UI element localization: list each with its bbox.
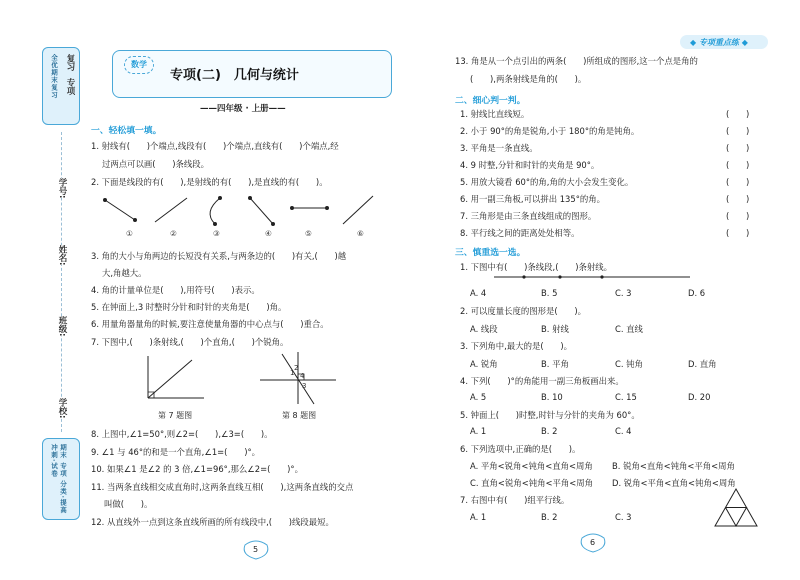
figure-7-caption: 第 7 题图 [158,411,193,420]
choice-2-option-a[interactable]: A. 线段 [470,324,498,334]
judge-7: 7. 三角形是由三条直线组成的图形。 [460,211,597,221]
badge-label: 专项重点练 [698,38,739,47]
choice-5-option-c[interactable]: C. 4 [615,426,632,436]
strip-top-line2: 专项 [65,78,75,95]
question-13-line-a: 13. 角是从一个点引出的两条( )所组成的图形,这一个点是角的 [455,56,698,66]
judge-5: 5. 用放大镜看 60°的角,角的大小会发生变化。 [460,177,634,187]
page-number-right: 6 [590,538,596,547]
section-fill-in: 一、轻松填一填。 [91,126,162,136]
choice-7-option-b[interactable]: B. 2 [541,512,558,522]
choice-2-option-b[interactable]: B. 射线 [541,324,569,334]
choice-5-option-a[interactable]: A. 1 [470,426,487,436]
question-1-line-b: 过两点可以画( )条线段。 [102,159,210,169]
figure-3-curve [210,197,221,226]
figure-num-6: ⑥ [357,229,364,238]
choice-6-option-a[interactable]: A. 平角<锐角<钝角<直角<周角 [470,461,593,471]
judge-2: 2. 小于 90°的角是锐角,小于 180°的角是钝角。 [460,126,640,136]
judge-4: 4. 9 时整,分针和时针的夹角是 90°。 [460,160,600,170]
question-1-line-a: 1. 射线有( )个端点,线段有( )个端点,直线有( )个端点,经 [91,141,339,151]
question-3-line-a: 3. 角的大小与角两边的长短没有关系,与两条边的( )有关,( )越 [91,251,347,261]
question-13-line-b: ( ),两条射线是角的( )。 [470,74,587,84]
label-school: 学校: [57,398,67,419]
question-7: 7. 下图中,( )条射线,( )个直角,( )个锐角。 [91,337,289,347]
choice-4-option-d[interactable]: D. 20 [688,392,711,402]
figure-8-label-3: 3 [302,382,307,390]
subject-badge: 数学 [124,56,154,74]
figure-8-label-4: 4 [300,372,305,380]
figure-1-segment [104,199,137,222]
label-student-id: 学号: [57,178,67,199]
figure-8-caption: 第 8 题图 [282,411,317,420]
figure-num-1: ① [126,229,133,238]
figure-8-label-1: 1 [290,369,295,377]
judge-6-answer: ( ) [726,194,750,204]
choice-4-option-c[interactable]: C. 15 [615,392,637,402]
grade-label: ——四年级 · 上册—— [200,104,286,114]
choice-6-option-c[interactable]: C. 直角<锐角<钝角<平角<周角 [470,478,593,488]
choice-3-option-b[interactable]: B. 平角 [541,359,569,369]
question-10: 10. 如果∠1 是∠2 的 3 倍,∠1=96°,那么∠2=( )°。 [91,464,303,474]
question-8: 8. 上图中,∠1=50°,则∠2=( ),∠3=( )。 [91,429,273,439]
figure-2-line [155,198,187,222]
question-6: 6. 用量角器量角的时候,要注意使量角器的中心点与( )重合。 [91,319,329,329]
strip-top-line1: 复习 [65,54,75,71]
label-class: 班级: [57,316,67,337]
question-4: 4. 角的计量单位是( ),用符号( )表示。 [91,285,260,295]
question-11-line-a: 11. 当两条直线相交成直角时,这两条直线互相( ),这两条直线的交点 [91,482,354,492]
choice-3-option-c[interactable]: C. 钝角 [615,359,643,369]
choice-3: 3. 下列角中,最大的是( )。 [460,341,572,351]
figure-4-segment [249,197,275,226]
judge-6: 6. 用一副三角板,可以拼出 135°的角。 [460,194,606,204]
badge-key-practice-text: ◆ 专项重点练 ◆ [690,38,748,47]
section-choice: 三、慎重选一选。 [455,248,526,258]
figure-7 [140,352,210,404]
figure-num-2: ② [170,229,177,238]
strip-dashed-line [61,132,62,432]
choice-2-option-c[interactable]: C. 直线 [615,324,643,334]
judge-1-answer: ( ) [726,109,750,119]
judge-8: 8. 平行线之间的距离处处相等。 [460,228,580,238]
judge-3-answer: ( ) [726,143,750,153]
page-number-left: 5 [253,545,259,554]
strip-top-text: 全优期末复习 [50,54,58,99]
choice-6: 6. 下列选项中,正确的是( )。 [460,444,581,454]
figure-5-ray [291,207,329,210]
choice-7-option-a[interactable]: A. 1 [470,512,487,522]
judge-4-answer: ( ) [726,160,750,170]
choice-1-option-b[interactable]: B. 5 [541,288,558,298]
question-11-line-b: 叫做( )。 [104,499,153,509]
choice-7-triangle-figure [712,486,760,530]
choice-4-option-a[interactable]: A. 5 [470,392,487,402]
choice-4: 4. 下列( )°的角能用一副三角板画出来。 [460,376,624,386]
choice-4-option-b[interactable]: B. 10 [541,392,563,402]
choice-3-option-a[interactable]: A. 锐角 [470,359,498,369]
section-judge: 二、细心判一判。 [455,96,526,106]
figure-8 [258,350,338,406]
choice-2: 2. 可以度量长度的图形是( )。 [460,306,587,316]
choice-1: 1. 下图中有( )条线段,( )条射线。 [460,262,613,272]
choice-1-option-d[interactable]: D. 6 [688,288,706,298]
figure-8-label-2: 2 [294,364,299,372]
choice-6-option-d[interactable]: D. 锐角<平角<直角<钝角<周角 [612,478,736,488]
label-name: 姓名: [57,245,67,266]
question-3-line-b: 大,角越大。 [102,268,147,278]
figure-num-5: ⑤ [305,229,312,238]
question-2: 2. 下面是线段的有( ),是射线的有( ),是直线的有( )。 [91,177,328,187]
judge-7-answer: ( ) [726,211,750,221]
question-5: 5. 在钟面上,3 时整时分针和时针的夹角是( )角。 [91,302,287,312]
judge-2-answer: ( ) [726,126,750,136]
choice-1-option-c[interactable]: C. 3 [615,288,632,298]
choice-1-figure [492,272,692,282]
choice-3-option-d[interactable]: D. 直角 [688,359,717,369]
page-title: 专项(二) 几何与统计 [170,68,299,83]
choice-7-option-c[interactable]: C. 3 [615,512,632,522]
judge-8-answer: ( ) [726,228,750,238]
judge-3: 3. 平角是一条直线。 [460,143,538,153]
judge-1: 1. 射线比直线短。 [460,109,530,119]
question-2-figures [95,190,385,240]
choice-5: 5. 钟面上( )时整,时针与分针的夹角为 60°。 [460,410,640,420]
figure-num-3: ③ [213,229,220,238]
choice-6-option-b[interactable]: B. 锐角<直角<钝角<平角<周角 [612,461,735,471]
choice-1-option-a[interactable]: A. 4 [470,288,487,298]
figure-6-line [343,196,373,224]
strip-bottom-text: 期末 专项 分类·提高 冲刺·试卷 [50,444,67,514]
figure-num-4: ④ [265,229,272,238]
question-12: 12. 从直线外一点到这条直线所画的所有线段中,( )线段最短。 [91,517,334,527]
judge-5-answer: ( ) [726,177,750,187]
choice-7: 7. 右图中有( )组平行线。 [460,495,570,505]
question-9: 9. ∠1 与 46°的和是一个直角,∠1=( )°。 [91,447,261,457]
choice-5-option-b[interactable]: B. 2 [541,426,558,436]
